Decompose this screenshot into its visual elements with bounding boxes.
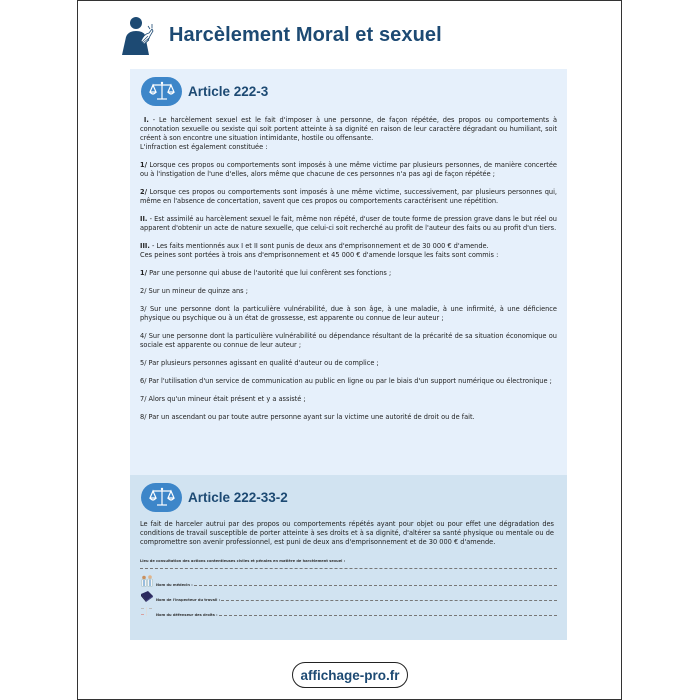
paragraph — [140, 242, 557, 251]
paragraph-lead: 1/ — [140, 269, 147, 277]
harassment-person-icon — [119, 15, 159, 55]
paragraph-text: Ces peines sont portées à trois ans d'emprisonnement et 45 000 € d'amende lorsque les faits sont commis : — [140, 251, 499, 259]
paragraph-text: Lorsque ces propos ou comportements sont imposés à une même victime par plusieurs personnes, de manière concertée ou à l'instigation de l'une d'elles, alors même que chacune de ces personnes n'a pas agi de façon répétée ; — [140, 161, 557, 178]
paragraph-text: - Les faits mentionnés aux I et II sont punis de deux ans d'emprisonnement et de 30 000 € d'amende. — [149, 242, 489, 250]
defender-name-label: Nom du défenseur des droits : — [156, 613, 218, 617]
brand-logo[interactable] — [292, 662, 408, 688]
paragraph-text: 4/ Sur une personne dont la particulière vulnérabilité ou dépendance résultant de la précarité de sa situation économique ou sociale est apparente ou connue de leur auteur ; — [140, 332, 557, 349]
article-header — [137, 73, 557, 109]
paragraph-lead: III. — [140, 242, 150, 250]
doctor-name-field[interactable] — [194, 585, 557, 586]
article-body — [137, 520, 557, 547]
paragraph — [140, 413, 557, 422]
page-title: Harcèlement Moral et sexuel — [169, 23, 442, 46]
paragraph-text: Par une personne qui abuse de l'autorité que lui confèrent ses fonctions ; — [147, 269, 392, 277]
paragraph-text: L'infraction est également constituée : — [140, 143, 268, 151]
paragraph — [140, 116, 557, 143]
article-badge — [141, 77, 182, 106]
paragraph-text: 6/ Par l'utilisation d'un service de communication au public en ligne ou par le biais d'un support numérique ou électronique ; — [140, 377, 552, 385]
consultation-title: Lieu de consultation des actions contentieuses civiles et pénales en matière de harcèlement sexuel : — [140, 559, 346, 563]
paragraph: Le fait de harceler autrui par des propos ou comportements répétés ayant pour objet ou pour effet une dégradation des conditions de travail susceptible de porter atteinte à ses droits et à sa dignité, d'altérer sa santé physique ou mentale ou de compromettre son avenir professionnel, est puni de deux ans d'emprisonnement et de 30 000 € d'amende. — [140, 520, 554, 546]
doctors-icon — [140, 575, 154, 587]
article-222-33-2-panel — [130, 475, 567, 640]
paragraph-lead: 2/ — [140, 188, 147, 196]
paragraph — [140, 269, 557, 278]
paragraph — [140, 188, 557, 206]
article-title: Article 222-3 — [188, 83, 269, 99]
paragraph-lead: 1/ — [140, 161, 147, 169]
paragraph-text: 8/ Par un ascendant ou par toute autre personne ayant sur la victime une autorité de droit ou de fait. — [140, 413, 475, 421]
paragraph-text: 5/ Par plusieurs personnes agissant en qualité d'auteur ou de complice ; — [140, 359, 379, 367]
page-header — [119, 14, 442, 56]
paragraph — [140, 287, 557, 296]
article-title: Article 222-33-2 — [188, 489, 288, 505]
paragraph-text: 2/ Sur un mineur de quinze ans ; — [140, 287, 248, 295]
paragraph — [140, 161, 557, 179]
paragraph-text: 7/ Alors qu'un mineur était présent et y a assisté ; — [140, 395, 306, 403]
article-badge — [141, 483, 182, 512]
article-header — [137, 479, 557, 515]
paragraph — [140, 143, 557, 152]
paragraph — [140, 395, 557, 404]
consultation-section — [137, 559, 557, 617]
paragraph — [140, 215, 557, 233]
paragraph — [140, 332, 557, 350]
consultation-row-defender — [140, 604, 557, 617]
paragraph-lead: II. — [140, 215, 148, 223]
article-body — [137, 116, 557, 422]
dashed-line — [140, 567, 557, 569]
paragraph — [140, 305, 557, 323]
inspector-name-field[interactable] — [221, 600, 557, 601]
paragraph-lead: I. — [143, 116, 149, 124]
scales-of-justice-icon — [149, 81, 175, 101]
paragraph-text: 3/ Sur une personne dont la particulière vulnérabilité, due à son âge, à une maladie, à une infirmité, à une déficience physique ou psychique ou à un état de grossesse, est apparente ou connue de leur auteur ; — [140, 305, 557, 322]
doctor-name-label: Nom du médecin : — [156, 583, 193, 587]
consultation-row-inspector — [140, 589, 557, 602]
inspector-name-label: Nom de l'inspecteur du travail : — [156, 598, 221, 602]
defender-name-field[interactable] — [219, 615, 557, 616]
paragraph-text: - Le harcèlement sexuel est le fait d'imposer à une personne, de façon répétée, des propos ou comportements à connotation sexuelle ou sexiste qui soit portent atteinte à sa dignité en raison de leur caractère dégradant ou humiliant, soit créent à son encontre une situation intimidante, hostile ou offensante. — [140, 116, 557, 142]
paragraph-text: Lorsque ces propos ou comportements sont imposés à une même victime, successivement, par plusieurs personnes qui, même en l'absence de concertation, savent que ces propos ou comportements caractérisent une répétition. — [140, 188, 557, 205]
paragraph — [140, 377, 557, 386]
consultation-row-doctor — [140, 574, 557, 587]
article-222-3-panel — [130, 69, 567, 475]
brand-logo-text: affichage-pro.fr — [300, 667, 400, 683]
rights-defender-icon — [140, 605, 154, 617]
paragraph — [140, 251, 557, 260]
paragraph — [140, 359, 557, 368]
paragraph-text: - Est assimilé au harcèlement sexuel le fait, même non répété, d'user de toute forme de pression grave dans le but réel ou apparent d'obtenir un acte de nature sexuelle, que celui-ci soit recherché au profit de l'auteur des faits ou au profit d'un tiers. — [140, 215, 557, 232]
labor-code-book-icon — [140, 590, 154, 602]
scales-of-justice-icon — [149, 487, 175, 507]
